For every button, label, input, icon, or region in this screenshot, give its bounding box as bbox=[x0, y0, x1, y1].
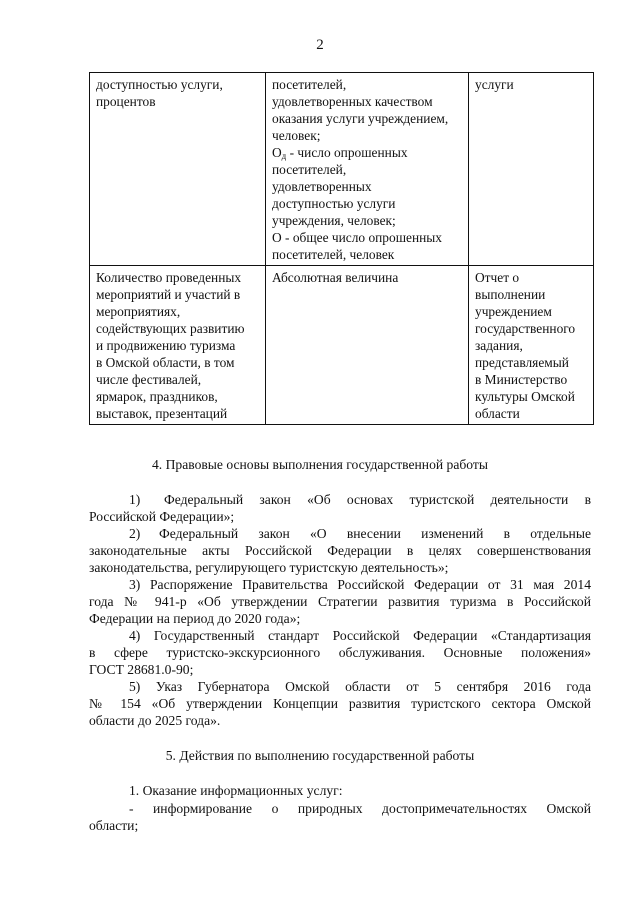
cell-line: удовлетворенных качеством bbox=[272, 94, 433, 109]
paragraph-line: в сфере туристско-экскурсионного обслуживания. Основные положения» bbox=[89, 645, 591, 660]
paragraph-line: законодательства, регулирующего туристскую деятельность»; bbox=[89, 560, 449, 575]
legal-basis-item bbox=[89, 491, 591, 525]
cell-line: О - общее число опрошенных bbox=[272, 230, 442, 245]
cell-line: учреждения, человек; bbox=[272, 213, 396, 228]
cell-line: мероприятиях, bbox=[96, 304, 181, 319]
paragraph-line: года № 941-р «Об утверждении Стратегии развития туризма в Российской bbox=[89, 594, 591, 609]
cell-line: ярмарок, праздников, bbox=[96, 389, 218, 404]
cell-line: государственного bbox=[475, 321, 576, 336]
table-cell bbox=[266, 266, 469, 425]
cell-line: культуры Омской bbox=[475, 389, 575, 404]
cell-line: удовлетворенных bbox=[272, 179, 372, 194]
cell-line: задания, bbox=[475, 338, 523, 353]
cell-line: числе фестивалей, bbox=[96, 372, 202, 387]
cell-line: области bbox=[475, 406, 520, 421]
paragraph-line: 3) Распоряжение Правительства Российской Федерации от 31 мая 2014 bbox=[129, 577, 591, 592]
cell-line: доступностью услуги bbox=[272, 196, 396, 211]
paragraph-line: 4) Государственный стандарт Российской Федерации «Стандартизация bbox=[129, 628, 591, 643]
section-heading: 4. Правовые основы выполнения государственной работы bbox=[152, 457, 488, 472]
cell-line: выставок, презентаций bbox=[96, 406, 228, 421]
cell-line: мероприятий и участий в bbox=[96, 287, 241, 302]
paragraph-line bbox=[89, 491, 591, 508]
paragraph-line: - информирование о природных достопримечательностях Омской bbox=[129, 801, 591, 816]
indicator-table bbox=[89, 72, 594, 425]
cell-line: посетителей, bbox=[272, 77, 347, 92]
cell-line: учреждением bbox=[475, 304, 552, 319]
paragraph-line: законодательные акты Российской Федерации в целях совершенствования bbox=[89, 543, 591, 558]
cell-line: представляемый bbox=[475, 355, 569, 370]
cell-line: посетителей, bbox=[272, 162, 347, 177]
table-row bbox=[90, 73, 594, 266]
paragraph-line bbox=[89, 525, 591, 542]
table-cell bbox=[266, 73, 469, 266]
cell-line: выполнении bbox=[475, 287, 546, 302]
legal-basis-item bbox=[89, 627, 591, 678]
cell-line: услуги bbox=[475, 77, 514, 92]
table-cell bbox=[90, 266, 266, 425]
paragraph-line: Российской Федерации»; bbox=[89, 509, 235, 524]
legal-basis-item bbox=[89, 576, 591, 627]
table-cell bbox=[469, 266, 594, 425]
item-text: Федеральный закон «Об основах туристской деятельности в bbox=[164, 492, 591, 507]
formula-symbol: О bbox=[272, 145, 282, 160]
paragraph-line: области до 2025 года». bbox=[89, 713, 221, 728]
item-number: 2) bbox=[129, 526, 141, 541]
cell-line: в Министерство bbox=[475, 372, 568, 387]
paragraph-line: № 154 «Об утверждении Концепции развития туристского сектора Омской bbox=[89, 696, 591, 711]
table-cell bbox=[469, 73, 594, 266]
paragraph-line: области; bbox=[89, 818, 139, 833]
cell-line: в Омской области, в том bbox=[96, 355, 235, 370]
formula-subscript: д bbox=[281, 151, 287, 161]
cell-line: доступностью услуги, bbox=[96, 77, 223, 92]
cell-line: и продвижению туризма bbox=[96, 338, 236, 353]
cell-line: Отчет о bbox=[475, 270, 520, 285]
cell-line: человек; bbox=[272, 128, 321, 143]
item-text: Федеральный закон «О внесении изменений в отдельные bbox=[159, 526, 591, 541]
item-number: 1) bbox=[129, 492, 141, 507]
cell-line: Количество проведенных bbox=[96, 270, 242, 285]
table-row bbox=[90, 266, 594, 425]
page-number: 2 bbox=[316, 37, 324, 53]
cell-line: процентов bbox=[96, 94, 156, 109]
cell-line: содействующих развитию bbox=[96, 321, 245, 336]
paragraph-line: 1. Оказание информационных услуг: bbox=[129, 783, 343, 798]
action-item bbox=[89, 782, 591, 799]
cell-line: Абсолютная величина bbox=[272, 270, 399, 285]
legal-basis-item bbox=[89, 678, 591, 729]
legal-basis-item bbox=[89, 525, 591, 576]
paragraph-line: 5) Указ Губернатора Омской области от 5 сентября 2016 года bbox=[129, 679, 591, 694]
paragraph-line: Федерации на период до 2020 года»; bbox=[89, 611, 301, 626]
cell-line: посетителей, человек bbox=[272, 247, 395, 262]
table-cell bbox=[90, 73, 266, 266]
section-heading: 5. Действия по выполнению государственной работы bbox=[165, 748, 475, 763]
formula-line bbox=[272, 144, 463, 161]
cell-line: оказания услуги учреждением, bbox=[272, 111, 449, 126]
action-item bbox=[89, 800, 591, 834]
paragraph-line: ГОСТ 28681.0-90; bbox=[89, 662, 194, 677]
formula-text: - число опрошенных bbox=[286, 145, 408, 160]
